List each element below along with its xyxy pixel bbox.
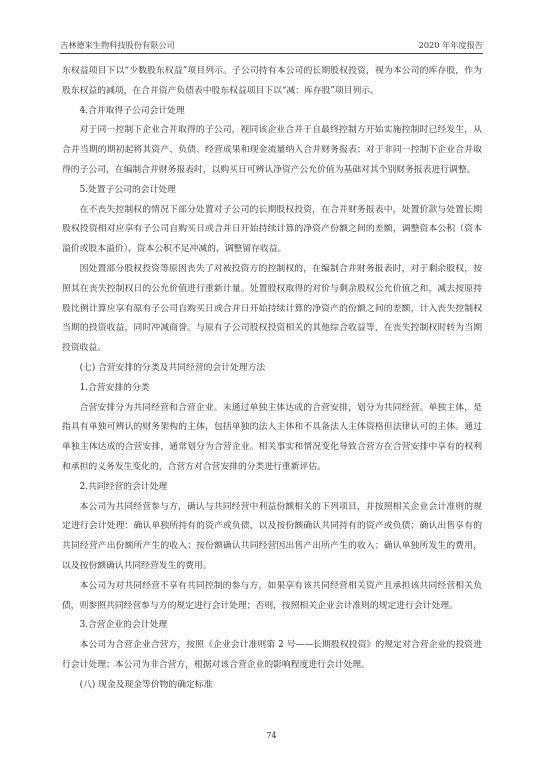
paragraph: 东权益项目下以“少数股东权益”项目列示。子公司持有本公司的长期股权投资，视为本公司的库存股，作为股东权益的减项，在合并资产负债表中股东权益项目下以“减：库存股”项目列示。 [62,66,482,96]
section-heading: 5.处置子公司的会计处理 [79,184,176,195]
paragraph: 对于同一控制下企业合并取得的子公司，视同该企业合并于自最终控制方开始实施控制时已经发生，从合并当期的期初起将其资产、负债、经营成果和现金流量纳入合并财务报表；对于非同一控制下企业合并取得的子公司，在编制合并财务报表时，以购买日可辨认净资产公允价值为基础对其个别财务报表进行调整。 [62,125,482,175]
section-heading: (八) 现金及现金等价物的确定标准 [79,679,213,690]
section-heading: 2.共同经营的会计处理 [79,481,168,492]
header-company-name: 吉林德来生物科技股份有限公司 [60,40,175,50]
paragraph: 因处置部分股权投资等原因丧失了对被投资方的控制权的，在编制合并财务报表时，对于剩余股权，按照其在丧失控制权日的公允价值进行重新计量。处置股权取得的对价与剩余股权公允价值之和，减去按原持股比例计算应享有原有子公司自购买日或合并日开始持续计算的净资产的份额之间的差额，计入丧失控制权当期的投资收益，同时冲减商誉。与原有子公司股权投资相关的其他综合收益等，在丧失控制权时转为当期投资收益。 [62,263,482,354]
paragraph: 本公司为对共同经营不享有共同控制的参与方，如果享有该共同经营相关资产且承担该共同经营相关负债，则参照共同经营参与方的规定进行会计处理；否则，按照相关企业会计准则的规定进行会计处理。 [62,580,482,611]
document-body [62,62,482,696]
section-heading: (七) 合营安排的分类及共同经营的会计处理方法 [79,362,266,373]
page-header [60,40,483,52]
page-number: 74 [266,731,277,740]
header-divider [60,53,483,54]
section-heading: 3.合营企业的会计处理 [79,620,168,631]
section-heading: 1.合营安排的分类 [79,382,150,393]
paragraph: 在不丧失控制权的情况下部分处置对子公司的长期股权投资，在合并财务报表中，处置价款与处置长期股权投资相对应享有子公司自购买日或合并日开始持续计算的净资产份额之间的差额，调整资本公积（资本溢价或股本溢价），资本公积不足冲减的，调整留存收益。 [62,204,482,255]
header-report-title: 2020 年年度报告 [418,40,483,50]
page-footer [0,731,543,740]
paragraph: 本公司为合营企业合营方，按照《企业会计准则第 2 号——长期股权投资》的规定对合营企业的投资进行会计处理；本公司为非合营方，根据对该合营企业的影响程度进行会计处理。 [62,640,482,670]
section-heading: 4.合并取得子公司会计处理 [79,105,185,116]
paragraph: 合营安排分为共同经营和合营企业。未通过单独主体达成的合营安排，划分为共同经营。单独主体，是指具有单独可辨认的财务架构的主体，包括单独的法人主体和不具备法人主体资格但法律认可的主体。通过单独主体达成的合营安排，通常划分为合营企业。相关事实和情况变化导致合营方在合营安排中享有的权利和承担的义务发生变化的，合营方对合营安排的分类进行重新评估。 [62,402,482,472]
paragraph: 本公司为共同经营参与方，确认与共同经营中利益份额相关的下列项目，并按照相关企业会计准则的规定进行会计处理：确认单独所持有的资产或负债，以及按份额确认共同持有的资产或负债；确认出售享有的共同经营产出份额所产生的收入；按份额确认共同经营因出售产出所产生的收入；确认单独所发生的费用，以及按份额确认共同经营发生的费用。 [62,501,482,571]
